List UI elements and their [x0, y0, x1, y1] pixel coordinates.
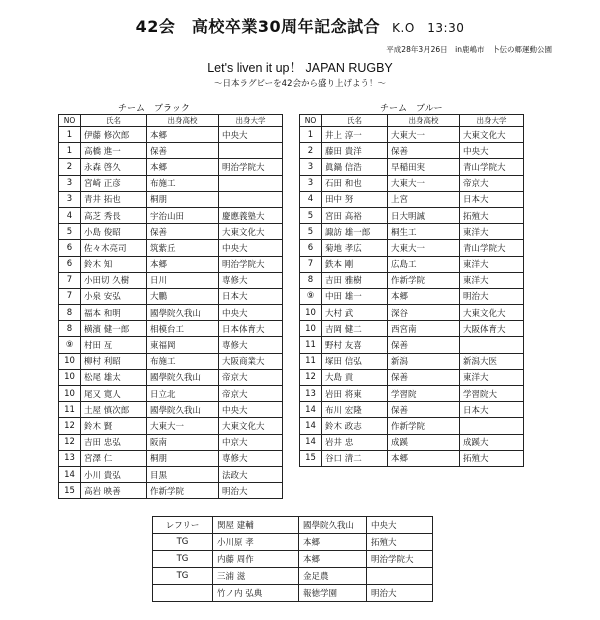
player-name: 青井 拓也: [81, 191, 147, 207]
high-school: 大東大一: [147, 418, 219, 434]
official-university: [367, 568, 433, 585]
table-row: [59, 369, 283, 385]
player-number: 5: [300, 224, 322, 240]
player-name: 菊地 孝広: [322, 240, 388, 256]
high-school: 阪南: [147, 434, 219, 450]
player-number: 12: [59, 434, 81, 450]
officials-table: [152, 516, 433, 602]
player-number: 4: [59, 207, 81, 223]
column-header-name: 氏名: [81, 115, 147, 127]
high-school: 作新学院: [147, 483, 219, 499]
university: 法政大: [219, 466, 283, 482]
university: 日本体育大: [219, 321, 283, 337]
high-school: 日大明誠: [388, 207, 460, 223]
player-number: 5: [300, 207, 322, 223]
table-row: [300, 175, 524, 191]
player-name: 中田 雄一: [322, 288, 388, 304]
high-school: 西宮南: [388, 321, 460, 337]
date-venue-line: 平成28年3月26日 in鹿嶋市 卜伝の郷運動公園: [386, 45, 552, 54]
player-name: 土屋 慎次郎: [81, 402, 147, 418]
official-row: [153, 585, 433, 602]
university: 大阪商業大: [219, 353, 283, 369]
table-row: [59, 288, 283, 304]
player-name: 鉄本 剛: [322, 256, 388, 272]
player-name: 藤田 貴洋: [322, 143, 388, 159]
high-school: 本郷: [147, 159, 219, 175]
player-number: 10: [300, 321, 322, 337]
player-number: 13: [59, 450, 81, 466]
table-row: [300, 288, 524, 304]
university: 東洋大: [460, 272, 524, 288]
university: 大東文化大: [460, 305, 524, 321]
player-name: 吉田 忠弘: [81, 434, 147, 450]
player-number: 5: [59, 224, 81, 240]
player-name: 小泉 安弘: [81, 288, 147, 304]
table-row: [300, 224, 524, 240]
university: 中央大: [219, 127, 283, 143]
high-school: 早稲田実: [388, 159, 460, 175]
university: 東洋大: [460, 224, 524, 240]
player-number: 10: [59, 369, 81, 385]
university: 大東文化大: [219, 418, 283, 434]
university: 日本大: [460, 402, 524, 418]
table-row: [300, 143, 524, 159]
player-name: 横濱 健一郎: [81, 321, 147, 337]
high-school: 大鵬: [147, 288, 219, 304]
table-row: [300, 240, 524, 256]
player-number: 3: [59, 191, 81, 207]
player-name: 村田 亙: [81, 337, 147, 353]
team-black-title: チーム ブラック: [118, 104, 190, 114]
table-row: [59, 256, 283, 272]
column-header-no: NO: [59, 115, 81, 127]
official-high-school: 金足農: [299, 568, 367, 585]
player-number: 10: [300, 305, 322, 321]
university: 明治大: [219, 483, 283, 499]
official-high-school: 本郷: [299, 551, 367, 568]
high-school: 布施工: [147, 175, 219, 191]
player-name: 吉田 雅樹: [322, 272, 388, 288]
table-row: [59, 434, 283, 450]
team-blue-title: チーム ブルー: [380, 104, 443, 114]
player-name: 塚田 信弘: [322, 353, 388, 369]
player-number: 10: [59, 386, 81, 402]
player-number: 13: [300, 386, 322, 402]
official-high-school: 國學院久我山: [299, 517, 367, 534]
column-header-univ: 出身大学: [219, 115, 283, 127]
player-number: 14: [300, 434, 322, 450]
university: 帝京大: [219, 369, 283, 385]
university: [219, 191, 283, 207]
table-row: [300, 386, 524, 402]
high-school: 保善: [147, 224, 219, 240]
official-high-school: 本郷: [299, 534, 367, 551]
university: [460, 337, 524, 353]
player-name: 伊藤 修次郎: [81, 127, 147, 143]
player-name: 大島 貢: [322, 369, 388, 385]
player-name: 野村 友喜: [322, 337, 388, 353]
university: 大東文化大: [460, 127, 524, 143]
official-high-school: 報徳学園: [299, 585, 367, 602]
high-school: 大東大一: [388, 240, 460, 256]
official-role: TG: [153, 534, 213, 551]
table-row: [59, 305, 283, 321]
university: 東洋大: [460, 369, 524, 385]
table-row: [300, 450, 524, 466]
high-school: 日川: [147, 272, 219, 288]
page-title: [0, 14, 600, 37]
player-number: 10: [59, 353, 81, 369]
high-school: 桐朋: [147, 450, 219, 466]
player-name: 高岩 映善: [81, 483, 147, 499]
high-school: 國學院久我山: [147, 369, 219, 385]
player-name: 柳村 利昭: [81, 353, 147, 369]
official-row: [153, 534, 433, 551]
table-row: [59, 240, 283, 256]
player-number: 12: [300, 369, 322, 385]
player-number: 11: [59, 402, 81, 418]
player-number: 4: [300, 191, 322, 207]
university: 成蹊大: [460, 434, 524, 450]
official-name: 小川原 孝: [213, 534, 299, 551]
high-school: 本郷: [147, 127, 219, 143]
player-name: 永森 啓久: [81, 159, 147, 175]
table-row: [300, 127, 524, 143]
official-role: レフリー: [153, 517, 213, 534]
university: 明治大: [460, 288, 524, 304]
university: 明治学院大: [219, 159, 283, 175]
team-blue-header-row: [300, 115, 524, 127]
university: 帝京大: [460, 175, 524, 191]
team-black-header-row: [59, 115, 283, 127]
player-number: 12: [59, 418, 81, 434]
university: 大東文化大: [219, 224, 283, 240]
high-school: 学習院: [388, 386, 460, 402]
player-number: 14: [300, 402, 322, 418]
player-number: 3: [300, 175, 322, 191]
event-title: 42会 高校卒業30周年記念試合: [135, 17, 381, 36]
player-name: 布川 宏隆: [322, 402, 388, 418]
university: 青山学院大: [460, 159, 524, 175]
player-number: 15: [59, 483, 81, 499]
table-row: [59, 353, 283, 369]
official-row: [153, 517, 433, 534]
table-row: [59, 175, 283, 191]
player-number: 11: [300, 337, 322, 353]
university: 日本大: [460, 191, 524, 207]
table-row: [59, 207, 283, 223]
table-row: [300, 305, 524, 321]
table-row: [59, 337, 283, 353]
high-school: 宇治山田: [147, 207, 219, 223]
high-school: 本郷: [147, 256, 219, 272]
player-name: 小田切 久樹: [81, 272, 147, 288]
player-name: 宮澤 仁: [81, 450, 147, 466]
column-header-no: NO: [300, 115, 322, 127]
high-school: 相模台工: [147, 321, 219, 337]
table-row: [59, 127, 283, 143]
high-school: 布施工: [147, 353, 219, 369]
player-number: 2: [300, 143, 322, 159]
high-school: 大東大一: [388, 175, 460, 191]
university: 中京大: [219, 434, 283, 450]
kickoff-time: K.O 13:30: [392, 21, 465, 35]
player-name: 佐々木亮司: [81, 240, 147, 256]
high-school: 本郷: [388, 288, 460, 304]
player-number: 14: [59, 466, 81, 482]
player-number: 3: [59, 175, 81, 191]
official-university: 拓殖大: [367, 534, 433, 551]
official-role: TG: [153, 568, 213, 585]
high-school: 広島工: [388, 256, 460, 272]
player-number: 7: [59, 288, 81, 304]
player-name: 谷口 清二: [322, 450, 388, 466]
player-name: 眞鍋 信浩: [322, 159, 388, 175]
university: 中央大: [219, 402, 283, 418]
university: [219, 143, 283, 159]
university: 専修大: [219, 272, 283, 288]
official-row: [153, 551, 433, 568]
player-number: 1: [59, 143, 81, 159]
university: 拓殖大: [460, 207, 524, 223]
high-school: 本郷: [388, 450, 460, 466]
official-role: [153, 585, 213, 602]
high-school: 作新学院: [388, 418, 460, 434]
university: 専修大: [219, 337, 283, 353]
player-number: 8: [59, 321, 81, 337]
official-name: 三浦 滋: [213, 568, 299, 585]
university: 明治学院大: [219, 256, 283, 272]
table-row: [300, 402, 524, 418]
player-name: 岩田 将東: [322, 386, 388, 402]
high-school: 國學院久我山: [147, 402, 219, 418]
player-name: 小島 俊昭: [81, 224, 147, 240]
official-university: 明治学院大: [367, 551, 433, 568]
player-name: 小川 貴弘: [81, 466, 147, 482]
table-row: [300, 369, 524, 385]
player-name: 鈴木 賢: [81, 418, 147, 434]
table-row: [59, 418, 283, 434]
table-row: [300, 353, 524, 369]
high-school: 保善: [388, 337, 460, 353]
player-name: 石田 和也: [322, 175, 388, 191]
table-row: [59, 386, 283, 402]
university: 日本大: [219, 288, 283, 304]
player-name: 諏訪 雄一郎: [322, 224, 388, 240]
table-row: [300, 418, 524, 434]
sub-slogan: ～日本ラグビーを42会から盛り上げよう！～: [214, 79, 386, 89]
high-school: 筑紫丘: [147, 240, 219, 256]
official-university: 明治大: [367, 585, 433, 602]
player-name: 宮田 高裕: [322, 207, 388, 223]
player-name: 鈴木 知: [81, 256, 147, 272]
column-header-name: 氏名: [322, 115, 388, 127]
high-school: 國學院久我山: [147, 305, 219, 321]
player-name: 宮崎 正彦: [81, 175, 147, 191]
player-number: 6: [300, 240, 322, 256]
university: 拓殖大: [460, 450, 524, 466]
university: 中央大: [219, 240, 283, 256]
player-name: 高芝 秀長: [81, 207, 147, 223]
university: 学習院大: [460, 386, 524, 402]
player-name: 高橋 進一: [81, 143, 147, 159]
table-row: [59, 450, 283, 466]
table-row: [59, 191, 283, 207]
team-black-table: [58, 114, 283, 499]
high-school: 深谷: [388, 305, 460, 321]
high-school: 保善: [388, 369, 460, 385]
player-name: 福本 和明: [81, 305, 147, 321]
high-school: 新潟: [388, 353, 460, 369]
official-name: 竹ノ内 弘典: [213, 585, 299, 602]
university: 帝京大: [219, 386, 283, 402]
university: 専修大: [219, 450, 283, 466]
table-row: [300, 321, 524, 337]
table-row: [300, 191, 524, 207]
table-row: [300, 272, 524, 288]
player-name: 尾又 寛人: [81, 386, 147, 402]
column-header-school: 出身高校: [147, 115, 219, 127]
player-number: ⑨: [59, 337, 81, 353]
high-school: 目黒: [147, 466, 219, 482]
table-row: [59, 224, 283, 240]
official-university: 中央大: [367, 517, 433, 534]
high-school: 保善: [388, 402, 460, 418]
table-row: [59, 159, 283, 175]
high-school: 東福岡: [147, 337, 219, 353]
team-blue-table: [299, 114, 524, 467]
column-header-univ: 出身大学: [460, 115, 524, 127]
player-number: 6: [59, 240, 81, 256]
player-number: 2: [59, 159, 81, 175]
table-row: [59, 272, 283, 288]
player-name: 鈴木 政志: [322, 418, 388, 434]
high-school: 日立北: [147, 386, 219, 402]
player-name: 岩井 忠: [322, 434, 388, 450]
table-row: [59, 402, 283, 418]
table-row: [300, 337, 524, 353]
table-row: [300, 256, 524, 272]
player-number: 11: [300, 353, 322, 369]
university: 東洋大: [460, 256, 524, 272]
university: 大阪体育大: [460, 321, 524, 337]
high-school: 保善: [147, 143, 219, 159]
table-row: [59, 321, 283, 337]
university: 青山学院大: [460, 240, 524, 256]
player-number: ⑨: [300, 288, 322, 304]
player-name: 井上 淳一: [322, 127, 388, 143]
table-row: [300, 434, 524, 450]
player-name: 吉岡 健二: [322, 321, 388, 337]
high-school: 保善: [388, 143, 460, 159]
official-role: TG: [153, 551, 213, 568]
high-school: 作新学院: [388, 272, 460, 288]
column-header-school: 出身高校: [388, 115, 460, 127]
university: 中央大: [460, 143, 524, 159]
high-school: 成蹊: [388, 434, 460, 450]
player-number: 7: [300, 256, 322, 272]
player-number: 3: [300, 159, 322, 175]
player-number: 8: [300, 272, 322, 288]
player-name: 松尾 雄太: [81, 369, 147, 385]
official-name: 関屋 建輔: [213, 517, 299, 534]
player-name: 田中 努: [322, 191, 388, 207]
player-number: 6: [59, 256, 81, 272]
table-row: [59, 466, 283, 482]
university: [460, 418, 524, 434]
table-row: [59, 483, 283, 499]
player-name: 大村 武: [322, 305, 388, 321]
university: 中央大: [219, 305, 283, 321]
table-row: [59, 143, 283, 159]
player-number: 14: [300, 418, 322, 434]
player-number: 8: [59, 305, 81, 321]
player-number: 7: [59, 272, 81, 288]
slogan: Let's liven it up！ JAPAN RUGBY: [207, 61, 393, 75]
high-school: 上宮: [388, 191, 460, 207]
official-row: [153, 568, 433, 585]
table-row: [300, 207, 524, 223]
player-number: 15: [300, 450, 322, 466]
player-number: 1: [59, 127, 81, 143]
high-school: 大東大一: [388, 127, 460, 143]
high-school: 桐朋: [147, 191, 219, 207]
player-number: 1: [300, 127, 322, 143]
university: 新潟大医: [460, 353, 524, 369]
official-name: 内藤 周作: [213, 551, 299, 568]
high-school: 桐生工: [388, 224, 460, 240]
table-row: [300, 159, 524, 175]
university: [219, 175, 283, 191]
university: 慶應義塾大: [219, 207, 283, 223]
